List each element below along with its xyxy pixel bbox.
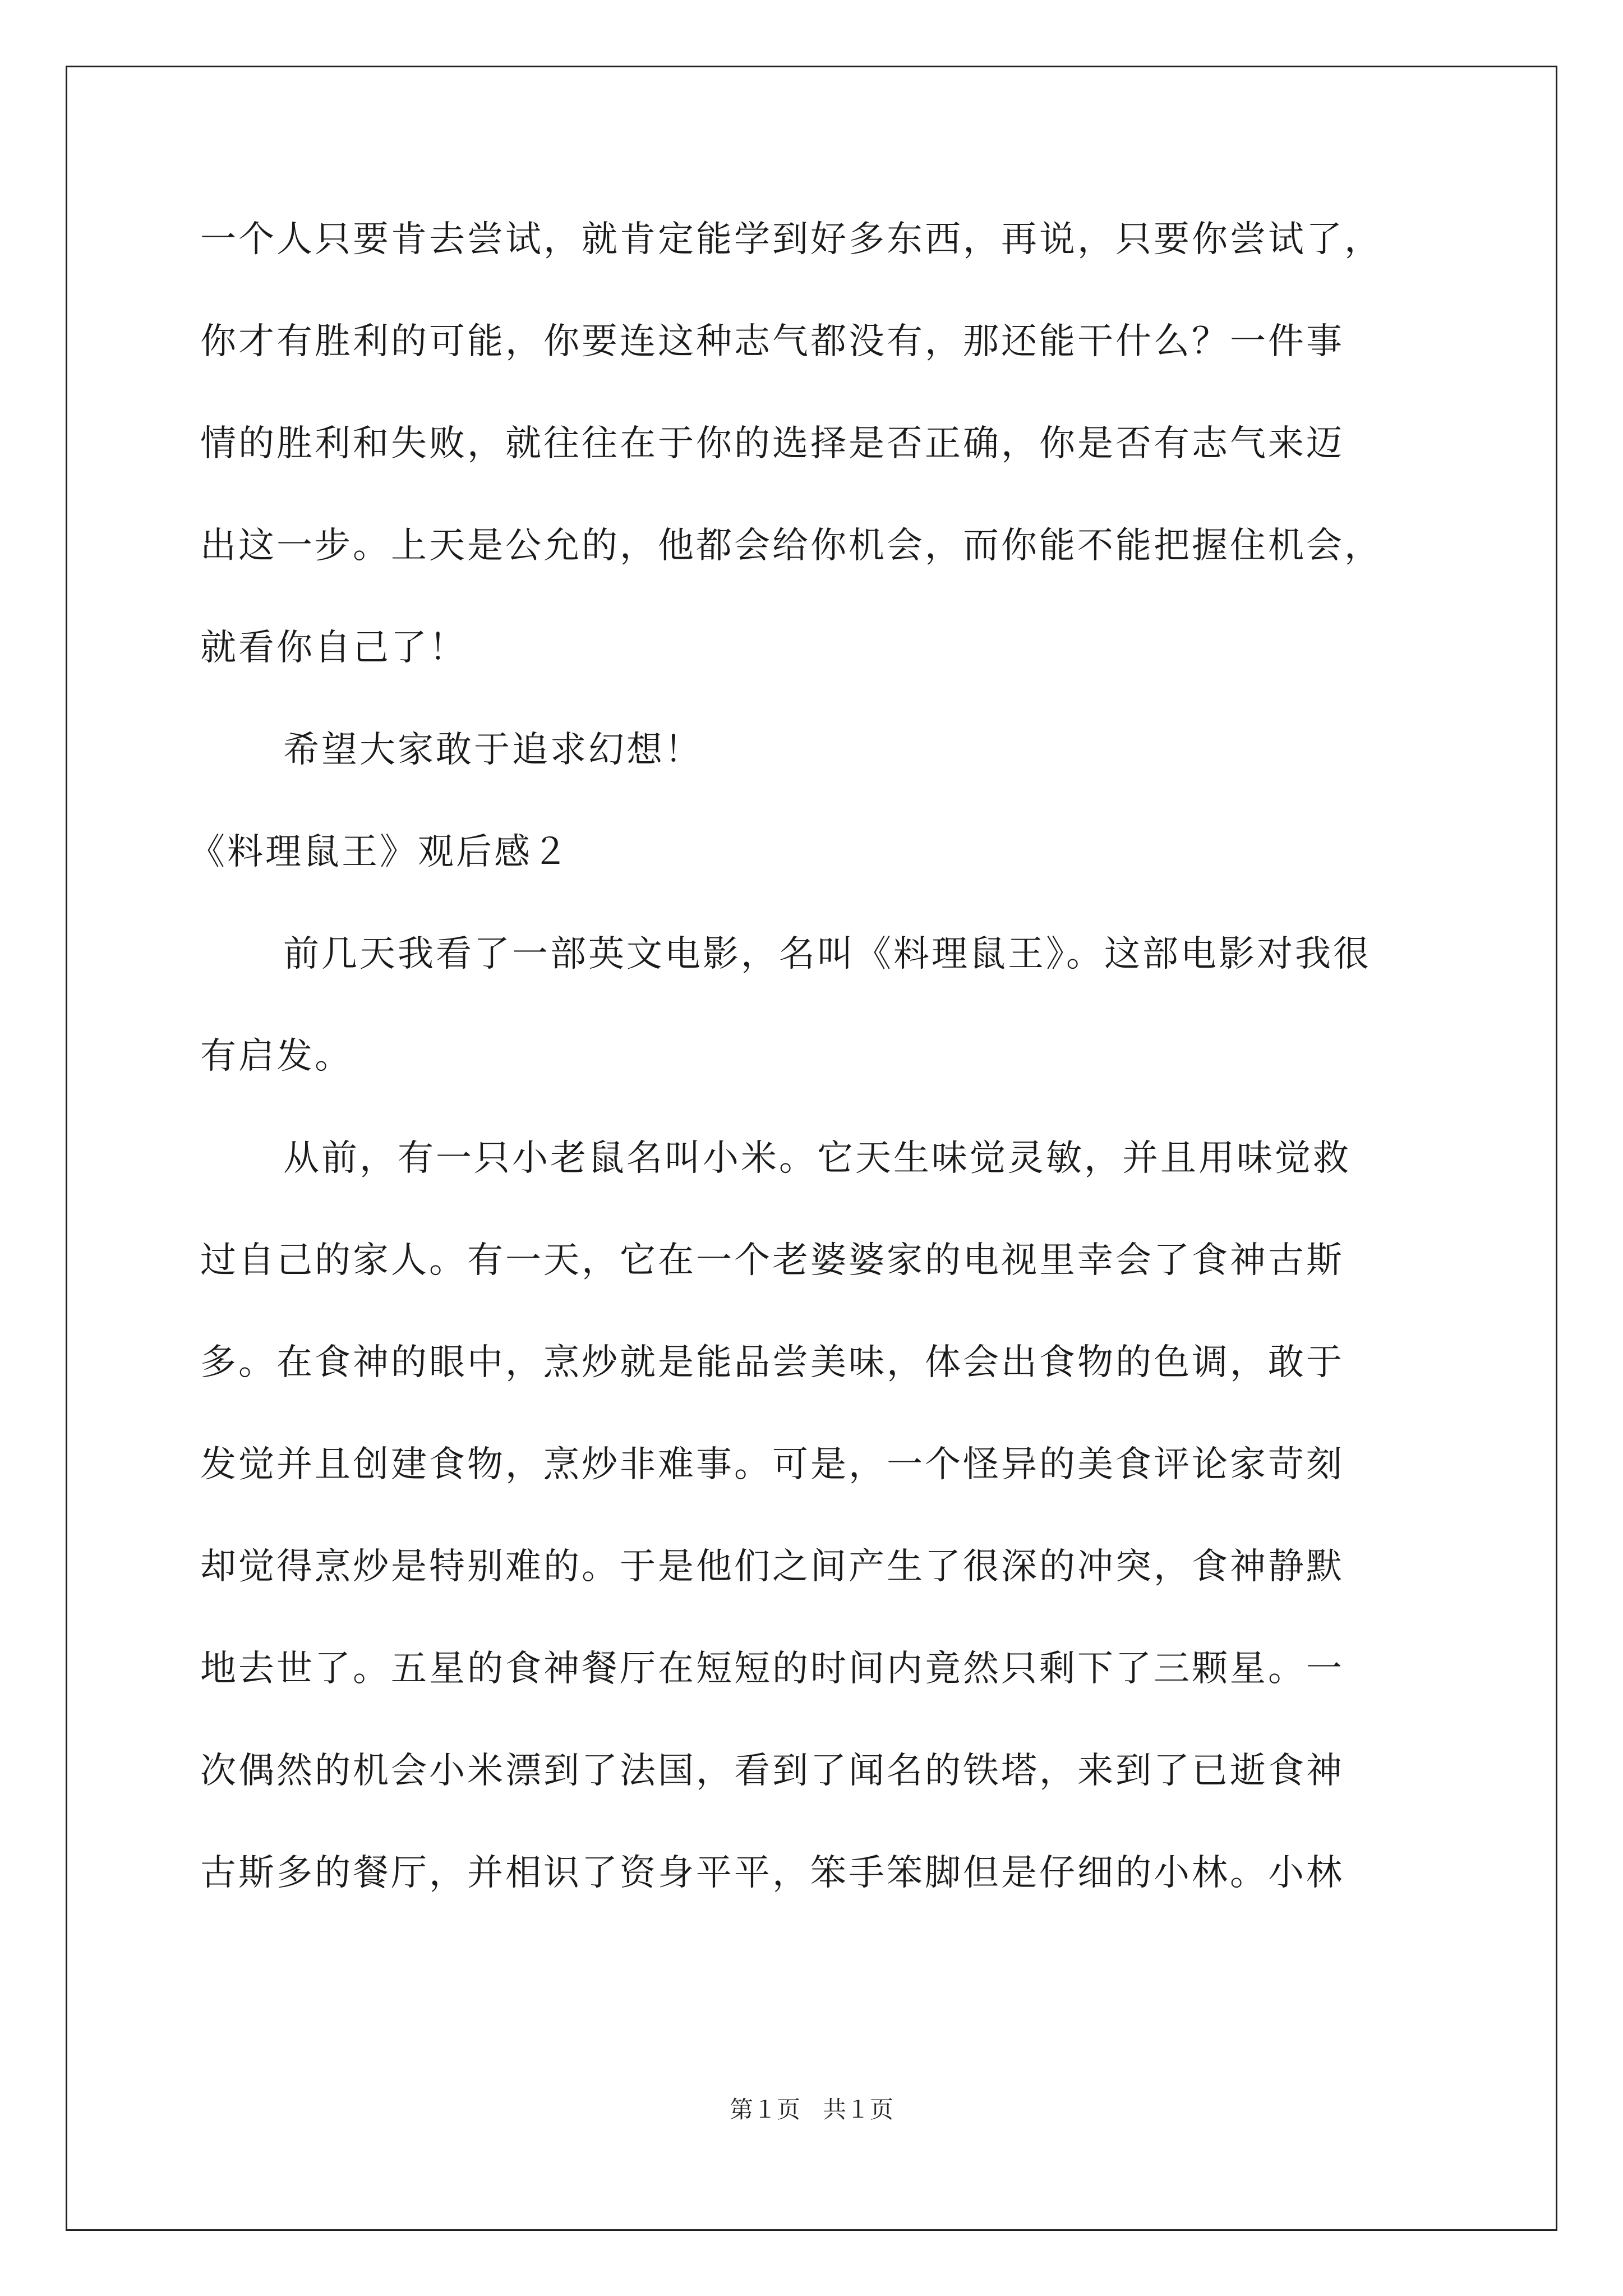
text-line-13: 发觉并且创建食物，烹炒非难事。可是，一个怪异的美食评论家苛刻 [200,1444,1344,1485]
text-line-10: 从前，有一只小老鼠名叫小米。它天生味觉灵敏，并且用味觉救 [283,1138,1351,1179]
text-line-4: 出这一步。上天是公允的，他都会给你机会，而你能不能把握住机会， [200,525,1382,567]
text-line-14: 却觉得烹炒是特别难的。于是他们之间产生了很深的冲突，食神静默 [200,1546,1344,1588]
text-line-3: 情的胜利和失败，就往往在于你的选择是否正确，你是否有志气来迈 [200,423,1344,464]
document-body [189,219,1440,1894]
page-number-footer: 第１页 共１页 [729,2096,894,2123]
text-line-5: 就看你自己了！ [200,627,467,669]
text-line-6: 希望大家敢于追求幻想！ [283,729,703,771]
section-heading: 《料理鼠王》观后感２ [189,831,570,873]
text-line-17: 古斯多的餐厅，并相识了资身平平，笨手笨脚但是仔细的小林。小林 [200,1852,1344,1894]
text-line-8: 前几天我看了一部英文电影，名叫《料理鼠王》。这部电影对我很 [283,933,1371,975]
text-line-16: 次偶然的机会小米漂到了法国，看到了闻名的铁塔，来到了已逝食神 [200,1750,1344,1792]
text-line-9: 有启发。 [200,1036,353,1077]
text-line-11: 过自己的家人。有一天，它在一个老婆婆家的电视里幸会了食神古斯 [200,1240,1344,1281]
text-line-1: 一个人只要肯去尝试，就肯定能学到好多东西，再说，只要你尝试了， [200,219,1382,260]
text-line-12: 多。在食神的眼中，烹炒就是能品尝美味，体会出食物的色调，敢于 [200,1342,1344,1383]
text-line-2: 你才有胜利的可能，你要连这种志气都没有，那还能干什么？一件事 [200,321,1344,362]
text-line-15: 地去世了。五星的食神餐厅在短短的时间内竟然只剩下了三颗星。一 [200,1648,1344,1690]
